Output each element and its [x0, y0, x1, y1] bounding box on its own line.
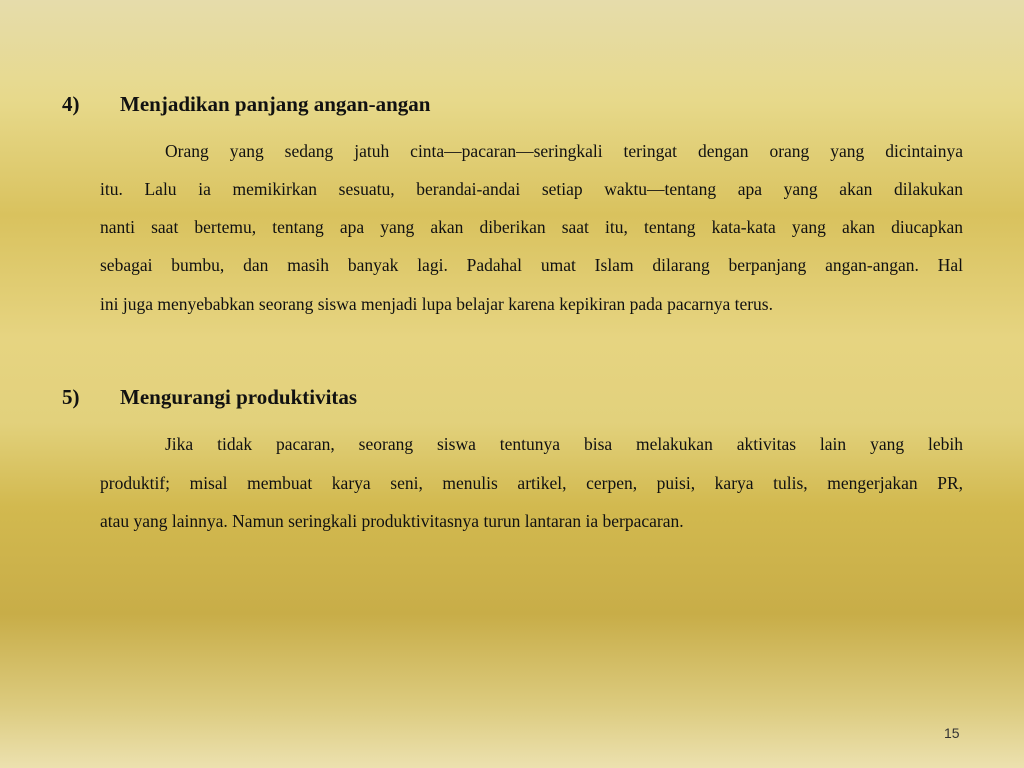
section-number: 4) [62, 92, 80, 116]
section-number: 5) [62, 385, 80, 409]
section-heading-4 [62, 92, 430, 116]
section-title: Mengurangi produktivitas [120, 385, 358, 409]
paragraph-line: Orang yang sedang jatuh cinta—pacaran—seringkali teringat dengan orang yang dicintainya [165, 141, 963, 161]
paragraph-line: ini juga menyebabkan seorang siswa menjadi lupa belajar karena kepikiran pada pacarnya terus. [100, 294, 773, 314]
section-title: Menjadikan panjang angan-angan [120, 92, 431, 116]
section-heading-5 [62, 385, 357, 409]
paragraph-line: nanti saat bertemu, tentang apa yang akan diberikan saat itu, tentang kata-kata yang akan diucapkan [100, 217, 963, 237]
paragraph-line: itu. Lalu ia memikirkan sesuatu, berandai-andai setiap waktu—tentang apa yang akan dilakukan [100, 179, 963, 199]
paragraph-line: produktif; misal membuat karya seni, menulis artikel, cerpen, puisi, karya tulis, mengerjakan PR, [100, 473, 963, 493]
paragraph-line: sebagai bumbu, dan masih banyak lagi. Padahal umat Islam dilarang berpanjang angan-angan. Hal [100, 255, 963, 275]
paragraph-line: atau yang lainnya. Namun seringkali produktivitasnya turun lantaran ia berpacaran. [100, 511, 684, 531]
paragraph-line: Jika tidak pacaran, seorang siswa tentunya bisa melakukan aktivitas lain yang lebih [165, 434, 963, 454]
page-number: 15 [944, 725, 960, 741]
